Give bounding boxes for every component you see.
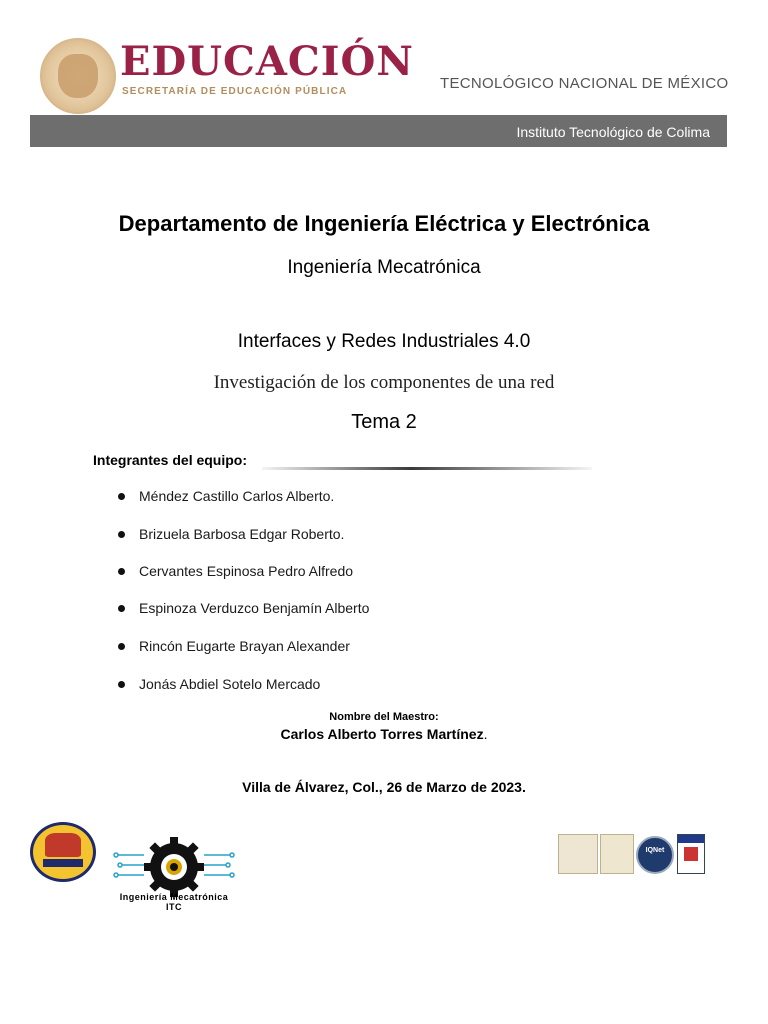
team-underline-divider — [262, 467, 592, 470]
mexico-coat-of-arms-seal — [40, 38, 116, 114]
cert-header-icon — [678, 835, 704, 843]
itc-shield-logo — [30, 822, 96, 882]
campus-name: Instituto Tecnológico de Colima — [516, 124, 710, 140]
list-item — [118, 526, 344, 542]
list-item — [118, 488, 334, 504]
iqnet-badge-text: IQNet — [645, 847, 665, 854]
itc-emblem-icon — [45, 833, 81, 857]
teacher-name: Carlos Alberto Torres Martínez — [280, 726, 484, 742]
gear-icon — [144, 837, 204, 897]
subject-name: Interfaces y Redes Industriales 4.0 — [237, 331, 531, 352]
career-name: Ingeniería Mecatrónica — [287, 257, 481, 278]
list-item — [118, 676, 320, 692]
eagle-emblem-icon — [58, 54, 98, 98]
member-name: Rincón Eugarte Brayan Alexander — [139, 638, 350, 654]
certification-seal-1 — [558, 834, 598, 874]
cert-mark-icon — [684, 847, 698, 861]
certification-seal-4 — [677, 834, 705, 874]
place-and-date: Villa de Álvarez, Col., 26 de Marzo de 2023. — [242, 779, 526, 795]
ministry-subtitle: SECRETARÍA DE EDUCACIÓN PÚBLICA — [122, 86, 348, 97]
department-title: Departamento de Ingeniería Eléctrica y Electrónica — [118, 211, 650, 236]
bullet-icon — [118, 643, 125, 650]
bullet-icon — [118, 568, 125, 575]
national-institute-name: TECNOLÓGICO NACIONAL DE MÉXICO — [440, 75, 729, 92]
list-item — [118, 563, 353, 579]
teacher-label: Nombre del Maestro: — [329, 711, 439, 723]
mechatronics-logo-caption — [100, 892, 248, 912]
member-name: Espinoza Verduzco Benjamín Alberto — [139, 600, 370, 616]
list-item — [118, 638, 350, 654]
team-label: Integrantes del equipo: — [93, 452, 248, 468]
mechatronics-logo-subtext: ITC — [166, 902, 182, 912]
bullet-icon — [118, 493, 125, 500]
member-name: Brizuela Barbosa Edgar Roberto. — [139, 526, 345, 542]
member-name: Jonás Abdiel Sotelo Mercado — [139, 676, 321, 692]
ministry-title: EDUCACIÓN — [120, 38, 414, 85]
bullet-icon — [118, 531, 125, 538]
itc-banner-icon — [43, 859, 83, 867]
certification-seal-2 — [600, 834, 634, 874]
topic-title: Investigación de los componentes de una red — [213, 372, 555, 393]
teacher-name-line — [0, 726, 768, 742]
mechatronics-logo-text: Ingeniería Mecatrónica — [119, 892, 229, 902]
bullet-icon — [118, 605, 125, 612]
teacher-name-period: . — [483, 726, 488, 742]
unit-label: Tema 2 — [351, 411, 417, 433]
list-item — [118, 600, 369, 616]
member-name: Cervantes Espinosa Pedro Alfredo — [139, 563, 354, 579]
bullet-icon — [118, 681, 125, 688]
iqnet-badge — [636, 836, 674, 874]
member-name: Méndez Castillo Carlos Alberto. — [139, 488, 335, 504]
